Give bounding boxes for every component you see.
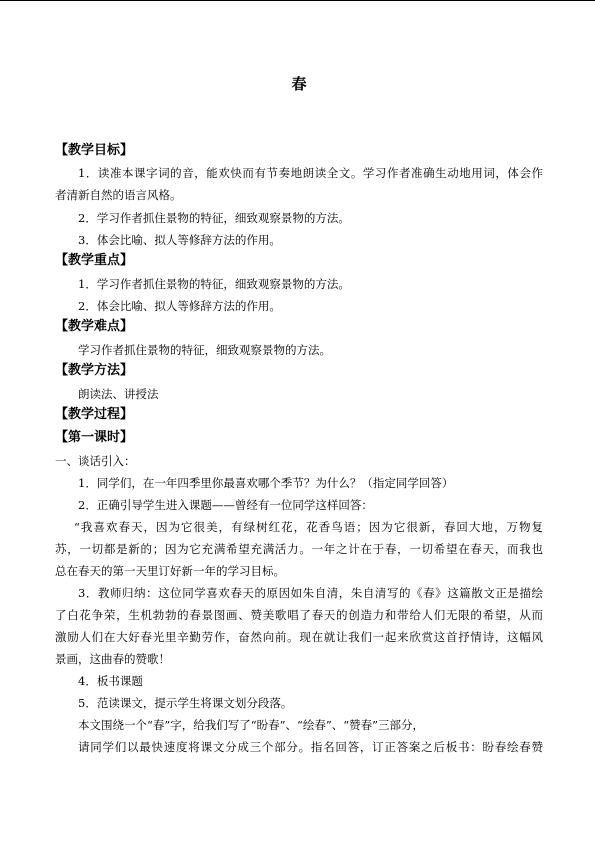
heading-process: 【教学过程】: [55, 407, 134, 422]
process-step-6: 本文围绕一个“春”字，给我们写了“盼春”、“绘春”、“赞春”三部分，: [78, 718, 425, 732]
process-part-1: 一、谈话引入：: [55, 454, 136, 468]
process-step-4: 4．板书课题: [78, 674, 143, 688]
goal-line-1a: 1．读准本课字词的音，能欢快而有节奏地朗读全文。学习作者准确生动地用词，体会作: [78, 166, 543, 180]
key-point-line-1: 1．学习作者抓住景物的特征，细致观察景物的方法。: [78, 277, 350, 291]
process-step-3d: 景画，这曲春的赞歌！: [55, 652, 170, 666]
goal-line-3: 3．体会比喻、拟人等修辞方法的作用。: [78, 233, 281, 247]
top-border-line: [0, 0, 595, 1]
method-line-1: 朗读法、讲授法: [78, 387, 159, 401]
difficulty-line-1: 学习作者抓住景物的特征，细致观察景物的方法。: [78, 343, 331, 357]
process-step-1: 1．同学们，在一年四季里你最喜欢哪个季节？为什么？（指定同学回答）: [78, 476, 454, 490]
heading-teaching-goals: 【教学目标】: [55, 143, 134, 158]
quote-line-a: “我喜欢春天，因为它很美，有绿树红花，花香鸟语；因为它很新，春回大地，万物复: [74, 520, 543, 534]
heading-difficulties: 【教学难点】: [55, 319, 134, 334]
process-step-3c: 激励人们在大好春光里辛勤劳作，奋然向前。现在就让我们一起来欣赏这首抒情诗，这幅风: [55, 630, 543, 644]
process-step-7: 请同学们以最快速度将课文分成三个部分。指名回答，订正答案之后板书：盼春绘春赞: [78, 740, 543, 754]
process-step-2: 2．正确引导学生进入课题——曾经有一位同学这样回答：: [78, 498, 373, 512]
process-step-3a: 3．教师归纳：这位同学喜欢春天的原因如朱自清，朱自清写的《春》这篇散文正是描绘: [78, 586, 543, 600]
goal-line-1b: 者清新自然的语言风格。: [55, 188, 182, 202]
heading-key-points: 【教学重点】: [55, 253, 134, 268]
page-title: 春: [291, 75, 307, 93]
quote-line-c: 总在春天的第一天里订好新一年的学习目标。: [55, 564, 285, 578]
heading-first-lesson: 【第一课时】: [55, 430, 134, 445]
process-step-5: 5．范读课文，提示学生将课文划分段落。: [78, 696, 293, 710]
process-step-3b: 了白花争荣，生机勃勃的春景图画、赞美歌唱了春天的创造力和带给人们无限的希望，从而: [55, 608, 543, 622]
key-point-line-2: 2．体会比喻、拟人等修辞方法的作用。: [78, 299, 281, 313]
quote-line-b: 苏，一切都是新的；因为它充满希望充满活力。一年之计在于春，一切希望在春天，而我也: [55, 542, 543, 556]
goal-line-2: 2．学习作者抓住景物的特征，细致观察景物的方法。: [78, 211, 350, 225]
heading-methods: 【教学方法】: [55, 363, 134, 378]
